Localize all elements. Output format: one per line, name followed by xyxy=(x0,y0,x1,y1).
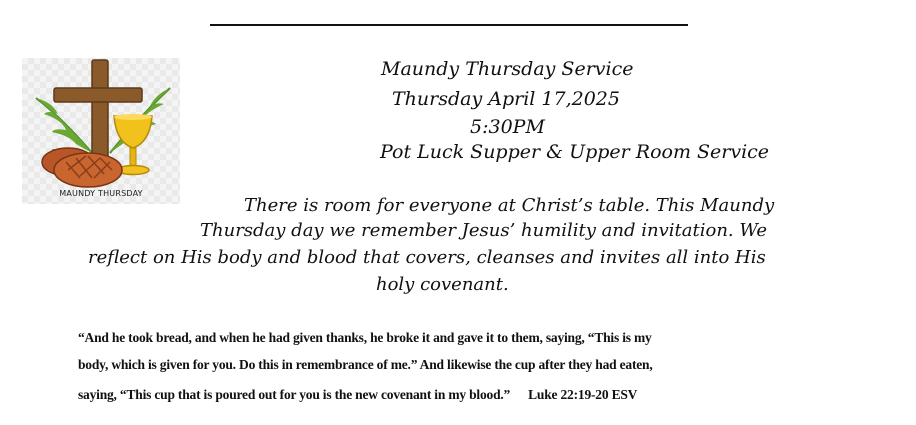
event-title: Maundy Thursday Service xyxy=(381,58,634,80)
message-line-1: There is room for everyone at Christ’s table. This Maundy xyxy=(244,195,775,216)
message-line-2: Thursday day we remember Jesus’ humility and invitation. We xyxy=(200,220,768,241)
scripture-line-2: body, which is given for you. Do this in remembrance of me.” And likewise the cup after they had eaten, xyxy=(78,357,653,372)
scripture-reference: Luke 22:19-20 ESV xyxy=(528,387,638,402)
scripture-line-3: saying, “This cup that is poured out for you is the new covenant in my blood.” xyxy=(78,387,511,402)
message-line-4: holy covenant. xyxy=(376,274,509,295)
event-date: Thursday April 17,2025 xyxy=(392,88,620,110)
top-divider xyxy=(210,24,688,26)
maundy-thursday-logo xyxy=(22,58,180,204)
scripture-line-1: “And he took bread, and when he had given thanks, he broke it and gave it to them, saying, “This is my xyxy=(78,330,652,345)
scripture-line-3-container xyxy=(78,386,637,404)
event-time: 5:30PM xyxy=(470,116,545,138)
logo-caption: MAUNDY THURSDAY xyxy=(59,189,143,198)
event-program: Pot Luck Supper & Upper Room Service xyxy=(380,141,770,163)
bread-icon xyxy=(42,148,122,187)
maundy-thursday-illustration xyxy=(22,58,180,204)
message-line-3: reflect on His body and blood that covers, cleanses and invites all into His xyxy=(88,247,766,268)
